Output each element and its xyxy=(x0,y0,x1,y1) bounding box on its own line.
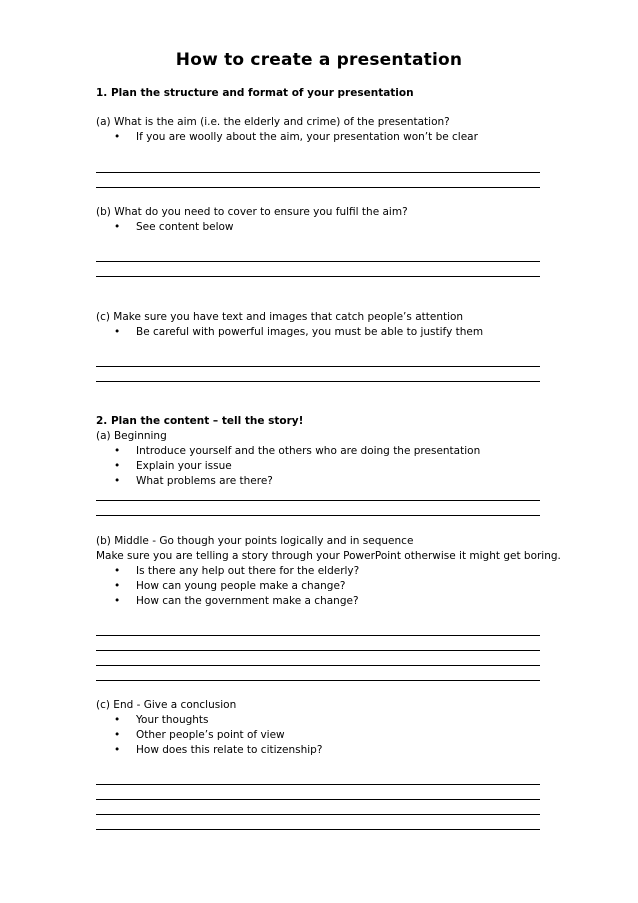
answer-line[interactable] xyxy=(96,650,540,651)
answer-line[interactable] xyxy=(96,261,540,262)
answer-line[interactable] xyxy=(96,276,540,277)
answer-line[interactable] xyxy=(96,515,540,516)
answer-line[interactable] xyxy=(96,172,540,173)
section-2-heading: 2. Plan the content – tell the story! xyxy=(96,415,304,427)
answer-line[interactable] xyxy=(96,635,540,636)
answer-line[interactable] xyxy=(96,500,540,501)
question-1c: (c) Make sure you have text and images that catch people’s attention xyxy=(96,311,464,323)
subsection-2c-label: (c) End - Give a conclusion xyxy=(96,699,237,711)
answer-line[interactable] xyxy=(96,187,540,188)
section-1-heading: 1. Plan the structure and format of your presentation xyxy=(96,87,414,99)
answer-line[interactable] xyxy=(96,680,540,681)
answer-line[interactable] xyxy=(96,784,540,785)
worksheet-page: How to create a presentation 1. Plan the structure and format of your presentation (a) What is the aim (i.e. the elderly and crime) of the presentation? If you are woolly about the aim, your presentation won’t be clear (b) What do you need to cover to ensure you fulfil the aim? See content below (c) Make sure you have text and images that catch people’s attention Be careful with powerful images, you must be able to justify them 2. Plan the content – tell the story! (a) Beginning Introduce yourself and the others who are doing the presentation Explain your issue What problems are there? (b) Middle - Go though your points logically and in sequence Make sure you are telling a story through your PowerPoint otherwise it might get boring. Is there any help out there for the elderly? How can young people make a change? How can the government make a change? (c) End - Give a conclusion Your thoughts Other people’s point of view How does this relate to citizenship? xyxy=(0,0,638,903)
answer-line[interactable] xyxy=(96,799,540,800)
answer-line[interactable] xyxy=(96,814,540,815)
answer-line[interactable] xyxy=(96,829,540,830)
subsection-2b-note: Make sure you are telling a story through your PowerPoint otherwise it might get boring. xyxy=(96,550,561,562)
answer-line[interactable] xyxy=(96,665,540,666)
question-1a: (a) What is the aim (i.e. the elderly and crime) of the presentation? xyxy=(96,116,450,128)
subsection-2a-label: (a) Beginning xyxy=(96,430,167,442)
answer-line[interactable] xyxy=(96,381,540,382)
answer-line[interactable] xyxy=(96,366,540,367)
subsection-2b-label: (b) Middle - Go though your points logically and in sequence xyxy=(96,535,414,547)
page-title: How to create a presentation xyxy=(175,50,463,70)
question-1b: (b) What do you need to cover to ensure you fulfil the aim? xyxy=(96,206,408,218)
